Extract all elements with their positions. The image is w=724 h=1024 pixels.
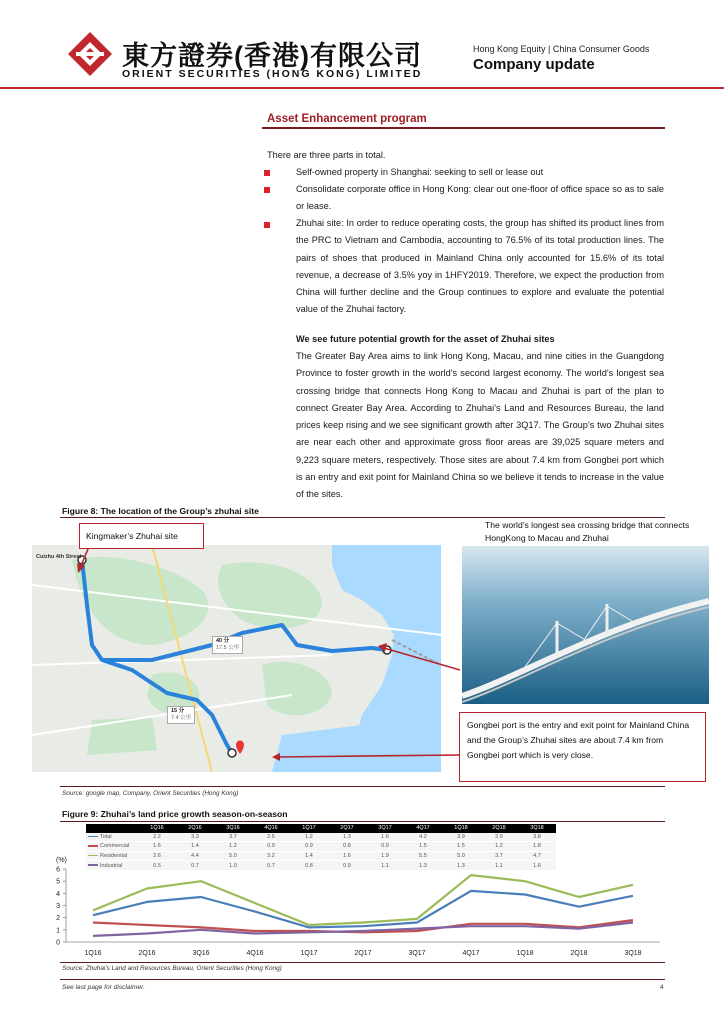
table-header-cell: 4Q16	[252, 824, 290, 833]
table-header-cell: 1Q18	[442, 824, 480, 833]
figure-9-title: Zhuhai’s land price growth season-on-season	[98, 809, 288, 819]
figure-9-bottom-rule	[60, 962, 665, 963]
table-cell: 1.0	[214, 861, 252, 871]
table-cell: 1.2	[214, 842, 252, 852]
table-cell: 0.8	[328, 842, 366, 852]
bullet-2: Consolidate corporate office in Hong Kong: clear out one-floor of office space so as to sale or lease.	[296, 184, 664, 212]
table-header-cell: 2Q17	[328, 824, 366, 833]
table-cell: 1.6	[138, 842, 176, 852]
table-cell: 0.7	[252, 861, 290, 871]
table-cell: 4.4	[176, 851, 214, 861]
table-header-cell: 1Q17	[290, 824, 328, 833]
x-tick-label: 3Q18	[624, 950, 642, 957]
x-tick-label: 1Q16	[84, 950, 102, 957]
table-header-cell: 3Q16	[214, 824, 252, 833]
table-cell: 0.5	[138, 861, 176, 871]
table-cell: 1.6	[328, 851, 366, 861]
route-time-1: 40 分	[216, 638, 230, 644]
sub-heading: We see future potential growth for the asset of Zhuhai sites	[296, 334, 555, 344]
route-distance-2: 7.4 公里	[171, 715, 192, 721]
y-axis-unit: (%)	[56, 857, 67, 864]
y-tick-label: 1	[56, 927, 60, 935]
table-cell: 0.7	[176, 861, 214, 871]
section-title: Asset Enhancement program	[267, 113, 427, 125]
table-cell: 2.9	[480, 833, 518, 842]
bullet-3: Zhuhai site: In order to reduce operating costs, the group has shifted its product lines from the PRC to Vietnam and Cambodia, accounting to 76.5% of its total production lines. The pairs of shoes that produced in Mainland China only accounted for 15.6% of its total revenue, a decrease of 3.5% yoy in 1HFY2019. Therefore, we expect the production from China will further decline and the Group continues to explore and evaluate the potential value of the Zhuhai factory.	[296, 218, 664, 315]
table-cell: 1.4	[176, 842, 214, 852]
x-tick-label: 3Q16	[192, 950, 210, 957]
table-cell: 5.0	[442, 851, 480, 861]
report-type: Company update	[473, 56, 595, 73]
y-tick-label: 2	[56, 915, 60, 923]
x-tick-label: 2Q16	[138, 950, 156, 957]
y-tick-label: 4	[56, 890, 60, 898]
y-tick-label: 6	[56, 866, 60, 874]
legend-label: Total	[100, 833, 112, 840]
bullet-1: Self-owned property in Shanghai: seeking to sell or lease out	[296, 167, 544, 177]
table-cell: 2.2	[138, 833, 176, 842]
table-cell: 1.5	[442, 842, 480, 852]
table-cell: 3.3	[176, 833, 214, 842]
table-cell: 3.7	[480, 851, 518, 861]
y-tick-label: 3	[56, 903, 60, 910]
figure-8-label: Figure 8:	[62, 506, 99, 516]
table-cell: 1.5	[404, 842, 442, 852]
table-cell: 1.3	[404, 861, 442, 871]
page-number: 4	[660, 984, 664, 991]
table-cell: 1.8	[518, 842, 556, 852]
company-name-cn: 東方證券(香港)有限公司	[122, 41, 422, 71]
figure-9-source: Source: Zhuhai’s Land and Resources Bureau, Orient Securities (Hong Kong)	[62, 965, 282, 972]
y-tick-label: 0	[56, 939, 60, 947]
report-sector: Hong Kong Equity | China Consumer Goods	[473, 44, 650, 54]
table-cell: 1.2	[480, 842, 518, 852]
legend-label: Commercial	[100, 843, 130, 850]
table-cell: 1.9	[366, 851, 404, 861]
x-tick-label: 4Q16	[246, 950, 264, 957]
table-header-cell: 2Q18	[480, 824, 518, 833]
table-cell: 1.1	[366, 861, 404, 871]
footer-disclaimer: See last page for disclaimer.	[62, 984, 145, 991]
figure-9-label: Figure 9:	[62, 809, 99, 819]
table-cell: 3.2	[252, 851, 290, 861]
table-header-cell: 1Q16	[138, 824, 176, 833]
table-header-cell: 3Q17	[366, 824, 404, 833]
callout-bridge: The world’s longest sea crossing bridge that connects HongKong to Macau and Zhuhai	[485, 520, 690, 543]
table-cell: 0.9	[252, 842, 290, 852]
table-cell: 1.2	[290, 833, 328, 842]
table-cell: 1.3	[442, 861, 480, 871]
table-cell: 1.3	[328, 833, 366, 842]
table-cell: 3.8	[518, 833, 556, 842]
table-cell: 1.6	[366, 833, 404, 842]
table-cell: 0.9	[290, 842, 328, 852]
zhuhai-paragraph: The Greater Bay Area aims to link Hong Kong, Macau, and nine cities in the Guangdong Province to foster growth in the world’s second largest economy. The world’s longest sea crossing bridge that connects Hong Kong to Macau and Zhuhai is part of the plan to connect Greater Bay Area. According to Zhuhai’s Land and Resources Bureau, the land prices keep rising and we see significant growth after 3Q17. The Group’s two Zhuhai sites are near each other and approximate gross floor areas are 39,025 square meters and 9,223 square meters, respectively. Those sites are about 7.4 km from Gongbei port which is an entry and exit point for Mainland China so we believe it tends to increase in the value of the sites.	[296, 351, 664, 500]
table-header-cell: 4Q17	[404, 824, 442, 833]
table-header-cell: 2Q16	[176, 824, 214, 833]
figure-8-title: The location of the Group’s zhuhai site	[98, 506, 259, 516]
table-cell: 5.0	[214, 851, 252, 861]
figure-8-source: Source: google map, Company, Orient Securities (Hong Kong)	[62, 790, 239, 797]
table-cell: 2.6	[138, 851, 176, 861]
y-tick-label: 5	[56, 878, 60, 886]
map-street-label: Cuizhu 4th Street	[36, 554, 82, 560]
table-cell: 1.1	[480, 861, 518, 871]
callout-zhuhai-site: Kingmaker’s Zhuhai site	[79, 523, 204, 549]
table-cell: 3.7	[214, 833, 252, 842]
table-cell: 1.6	[518, 861, 556, 871]
x-tick-label: 1Q17	[300, 950, 318, 957]
x-tick-label: 2Q18	[570, 950, 588, 957]
legend-label: Residential	[100, 853, 128, 860]
intro-text: There are three parts in total.	[267, 150, 386, 160]
table-cell: 1.4	[290, 851, 328, 861]
table-cell: 4.2	[404, 833, 442, 842]
callout-gongbei-port: Gongbei port is the entry and exit point for Mainland China and the Group’s Zhuhai sites are about 7.4 km from Gongbei port which is very close.	[459, 712, 706, 782]
company-name-en: ORIENT SECURITIES (HONG KONG) LIMITED	[122, 68, 423, 80]
table-cell: 2.5	[252, 833, 290, 842]
x-tick-label: 1Q18	[516, 950, 534, 957]
table-header-cell: 3Q18	[518, 824, 556, 833]
table-cell: 5.5	[404, 851, 442, 861]
x-tick-label: 3Q17	[408, 950, 426, 957]
route-time-2: 15 分	[171, 708, 185, 714]
table-cell: 0.9	[328, 861, 366, 871]
table-cell: 4.7	[518, 851, 556, 861]
x-tick-label: 2Q17	[354, 950, 372, 957]
table-cell: 0.9	[366, 842, 404, 852]
x-tick-label: 4Q17	[462, 950, 480, 957]
route-distance-1: 17.5 公里	[216, 645, 240, 651]
footer-rule	[60, 979, 665, 980]
table-cell: 3.9	[442, 833, 480, 842]
table-cell: 0.8	[290, 861, 328, 871]
legend-label: Industrial	[100, 862, 123, 869]
